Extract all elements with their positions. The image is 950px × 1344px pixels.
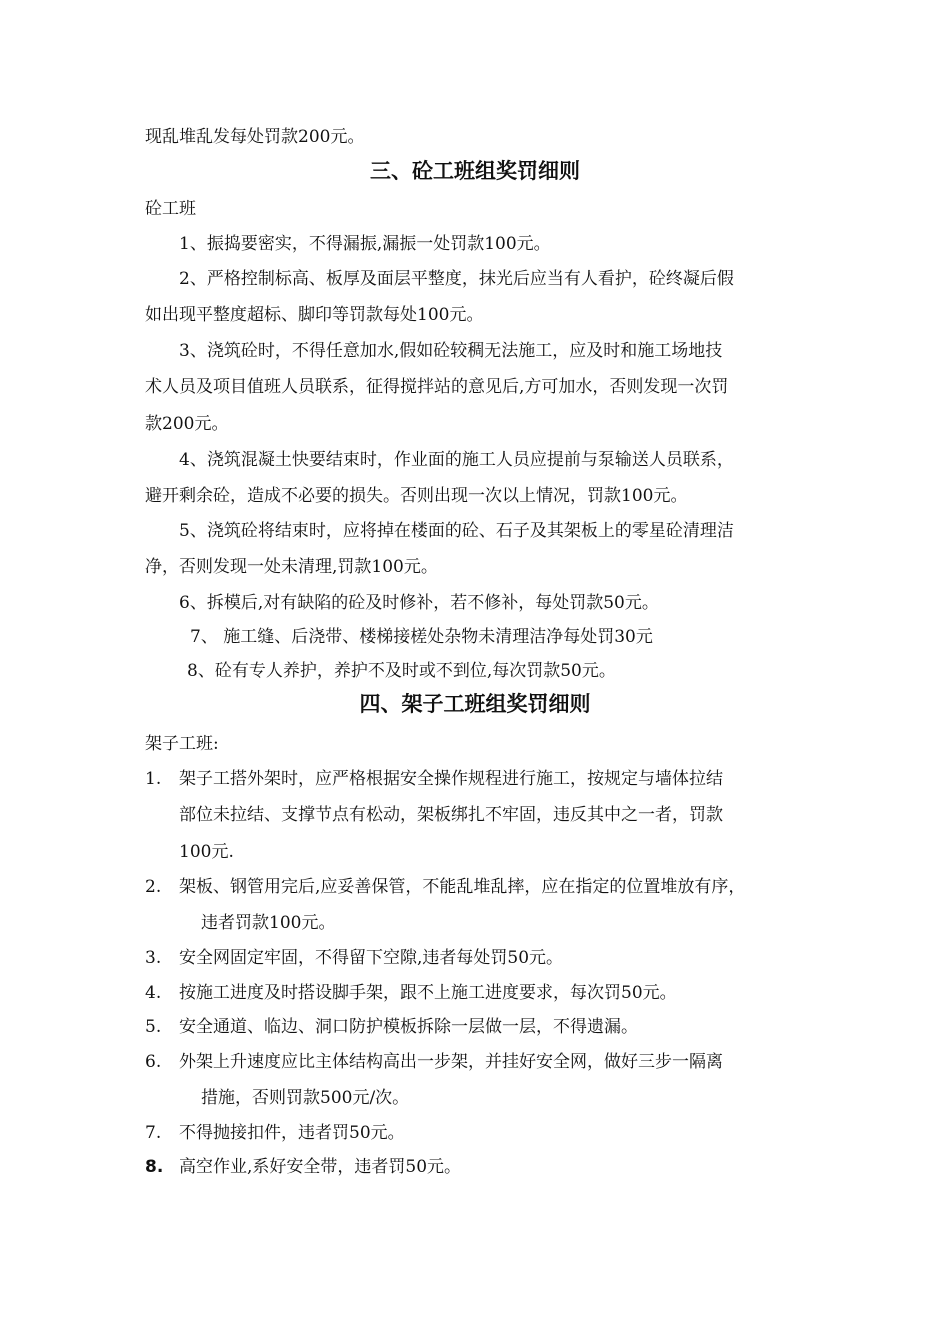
section3-line: 2、严格控制标高、板厚及面层平整度，抹光后应当有人看护，砼终凝后假 [179,269,734,289]
section3-line: 4、浇筑混凝土快要结束时，作业面的施工人员应提前与泵输送人员联系， [179,450,734,470]
section3-line: 7、 施工缝、后浇带、楼梯接槎处杂物未清理洁净每处罚30元 [190,627,653,647]
section3-line: 避开剩余砼，造成不必要的损失。否则出现一次以上情况，罚款100元。 [145,486,688,506]
list-item: 部位未拉结、支撑节点有松动，架板绑扎不牢固，违反其中之一者，罚款 [179,805,723,825]
list-item-number: 1. [145,769,162,789]
list-item: 高空作业,系好安全带，违者罚50元。 [179,1157,462,1177]
list-item: 架板、钢管用完后,应妥善保管，不能乱堆乱摔，应在指定的位置堆放有序， [179,877,746,897]
section3-line: 如出现平整度超标、脚印等罚款每处100元。 [145,305,484,325]
top-line: 现乱堆乱发每处罚款200元。 [145,127,365,147]
section3-line: 1、振捣要密实，不得漏振,漏振一处罚款100元。 [179,234,551,254]
section3-line: 6、拆模后,对有缺陷的砼及时修补，若不修补，每处罚款50元。 [179,593,659,613]
list-item: 违者罚款100元。 [201,913,336,933]
list-item-number: 7. [145,1123,162,1143]
list-item: 安全网固定牢固，不得留下空隙,违者每处罚50元。 [179,948,564,968]
list-item: 外架上升速度应比主体结构高出一步架，并挂好安全网，做好三步一隔离 [179,1052,723,1072]
section3-line: 术人员及项目值班人员联系，征得搅拌站的意见后,方可加水，否则发现一次罚 [145,377,729,397]
section3-team: 砼工班 [145,199,196,219]
section4-team: 架子工班: [145,734,219,754]
section3-line: 5、浇筑砼将结束时，应将掉在楼面的砼、石子及其架板上的零星砼清理洁 [179,521,734,541]
list-item-number: 5. [145,1017,162,1037]
section3-line: 8、砼有专人养护，养护不及时或不到位,每次罚款50元。 [187,661,616,681]
section3-line: 款200元。 [145,414,229,434]
section4-heading: 四、架子工班组奖罚细则 [359,692,591,716]
list-item-number: 4. [145,983,162,1003]
list-item: 措施，否则罚款500元/次。 [201,1088,410,1108]
section3-line: 净，否则发现一处未清理,罚款100元。 [145,557,438,577]
list-item: 安全通道、临边、洞口防护模板拆除一层做一层，不得遗漏。 [179,1017,638,1037]
section3-line: 3、浇筑砼时，不得任意加水,假如砼较稠无法施工，应及时和施工场地技 [179,341,723,361]
list-item-number: 8. [145,1157,164,1177]
section3-heading: 三、砼工班组奖罚细则 [370,159,580,183]
list-item: 架子工搭外架时，应严格根据安全操作规程进行施工，按规定与墙体拉结 [179,769,723,789]
list-item-number: 2. [145,877,162,897]
list-item-number: 6. [145,1052,162,1072]
list-item: 按施工进度及时搭设脚手架，跟不上施工进度要求，每次罚50元。 [179,983,677,1003]
list-item-number: 3. [145,948,162,968]
list-item: 不得抛接扣件，违者罚50元。 [179,1123,405,1143]
list-item: 100元. [179,842,234,862]
